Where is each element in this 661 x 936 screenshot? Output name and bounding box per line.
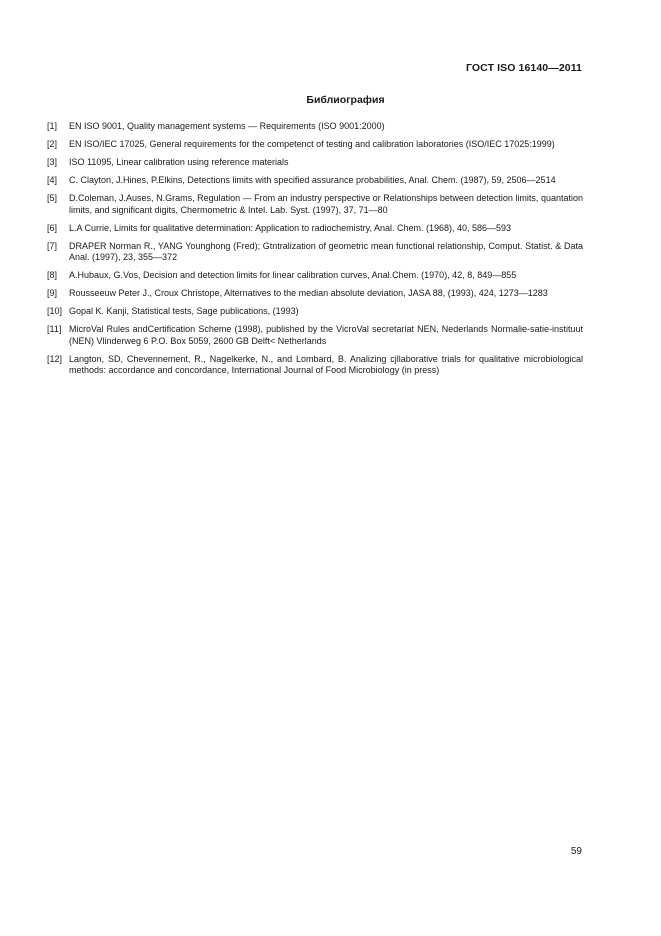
reference-item bbox=[47, 193, 583, 216]
reference-number: [9] bbox=[47, 288, 58, 298]
reference-number: [5] bbox=[47, 193, 58, 203]
reference-item bbox=[47, 241, 583, 264]
reference-item bbox=[47, 324, 583, 347]
reference-text: ISO 11095, Linear calibration using reference materials bbox=[69, 157, 289, 167]
reference-item bbox=[47, 121, 583, 133]
reference-text: A.Hubaux, G.Vos, Decision and detection limits for linear calibration curves, Anal.Chem. (1970), 42, 8, 849—855 bbox=[69, 270, 517, 280]
reference-item bbox=[47, 306, 583, 318]
reference-text: Gopal K. Kanji, Statistical tests, Sage publications, (1993) bbox=[69, 306, 299, 316]
reference-number: [2] bbox=[47, 139, 58, 149]
reference-text: Rousseeuw Peter J., Croux Christope, Alternatives to the median absolute deviation, JASA 88, (1993), 424, 1273—1283 bbox=[69, 288, 548, 298]
reference-number: [4] bbox=[47, 175, 58, 185]
reference-number: [3] bbox=[47, 157, 58, 167]
reference-list bbox=[47, 121, 583, 383]
reference-text: EN ISO 9001, Quality management systems — Requirements (ISO 9001:2000) bbox=[69, 121, 385, 131]
reference-text: C. Clayton, J.Hines, P.Elkins, Detections limits with specified assurance probabilities, Anal. Chem. (1987), 59, 2506—2514 bbox=[69, 175, 556, 185]
document-code: ГОСТ ISO 16140—2011 bbox=[465, 62, 582, 74]
bibliography-title: Библиография bbox=[306, 94, 385, 106]
reference-text: DRAPER Norman R., YANG Younghong (Fred); Gtntralization of geometric mean functional relationship, Comput. Statist. & Data Anal. (1997), 23, 355—372 bbox=[69, 240, 583, 262]
page-number: 59 bbox=[570, 846, 582, 857]
reference-text: L.A Currie, Limits for qualitative determination: Application to radiochemistry, Anal. Chem. (1968), 40, 586—593 bbox=[69, 222, 512, 233]
reference-item bbox=[47, 288, 583, 300]
reference-text: MicroVal Rules andCertification Scheme (1998), published by the VicroVal secretariat NEN, Nederlands Normalie-satie-instituut (NEN) Vlinderweg 6 P.O. Box 5059, 2600 GB Delft< Netherlands bbox=[69, 324, 583, 346]
reference-number: [12] bbox=[47, 353, 63, 364]
reference-number: [1] bbox=[47, 121, 58, 131]
reference-item bbox=[47, 139, 583, 151]
reference-text: EN ISO/IEC 17025, General requirements for the competenct of testing and calibration laboratories (ISO/IEC 17025:1999) bbox=[69, 139, 555, 149]
reference-item bbox=[47, 175, 583, 187]
reference-number: [10] bbox=[47, 306, 63, 316]
reference-number: [8] bbox=[47, 270, 58, 280]
reference-item bbox=[47, 354, 583, 377]
reference-number: [7] bbox=[47, 240, 58, 251]
reference-text: D.Coleman, J.Auses, N.Grams, Regulation — From an industry perspective or Relationships between detection limits, quantation limits, and significant digits, Chermometric & Intel. Lab. Syst. (1997), 37, 71—80 bbox=[69, 193, 583, 215]
reference-number: [6] bbox=[47, 222, 58, 233]
reference-text: Langton, SD, Chevennement, R., Nagelkerke, N., and Lombard, B. Analizing cjllaborative trials for qualitative microbiological methods: accordance and concordance, International Journal of Food Microbiology (in press) bbox=[69, 353, 583, 375]
reference-item bbox=[47, 223, 583, 235]
reference-item bbox=[47, 157, 583, 169]
reference-item bbox=[47, 270, 583, 282]
reference-number: [11] bbox=[47, 324, 62, 334]
